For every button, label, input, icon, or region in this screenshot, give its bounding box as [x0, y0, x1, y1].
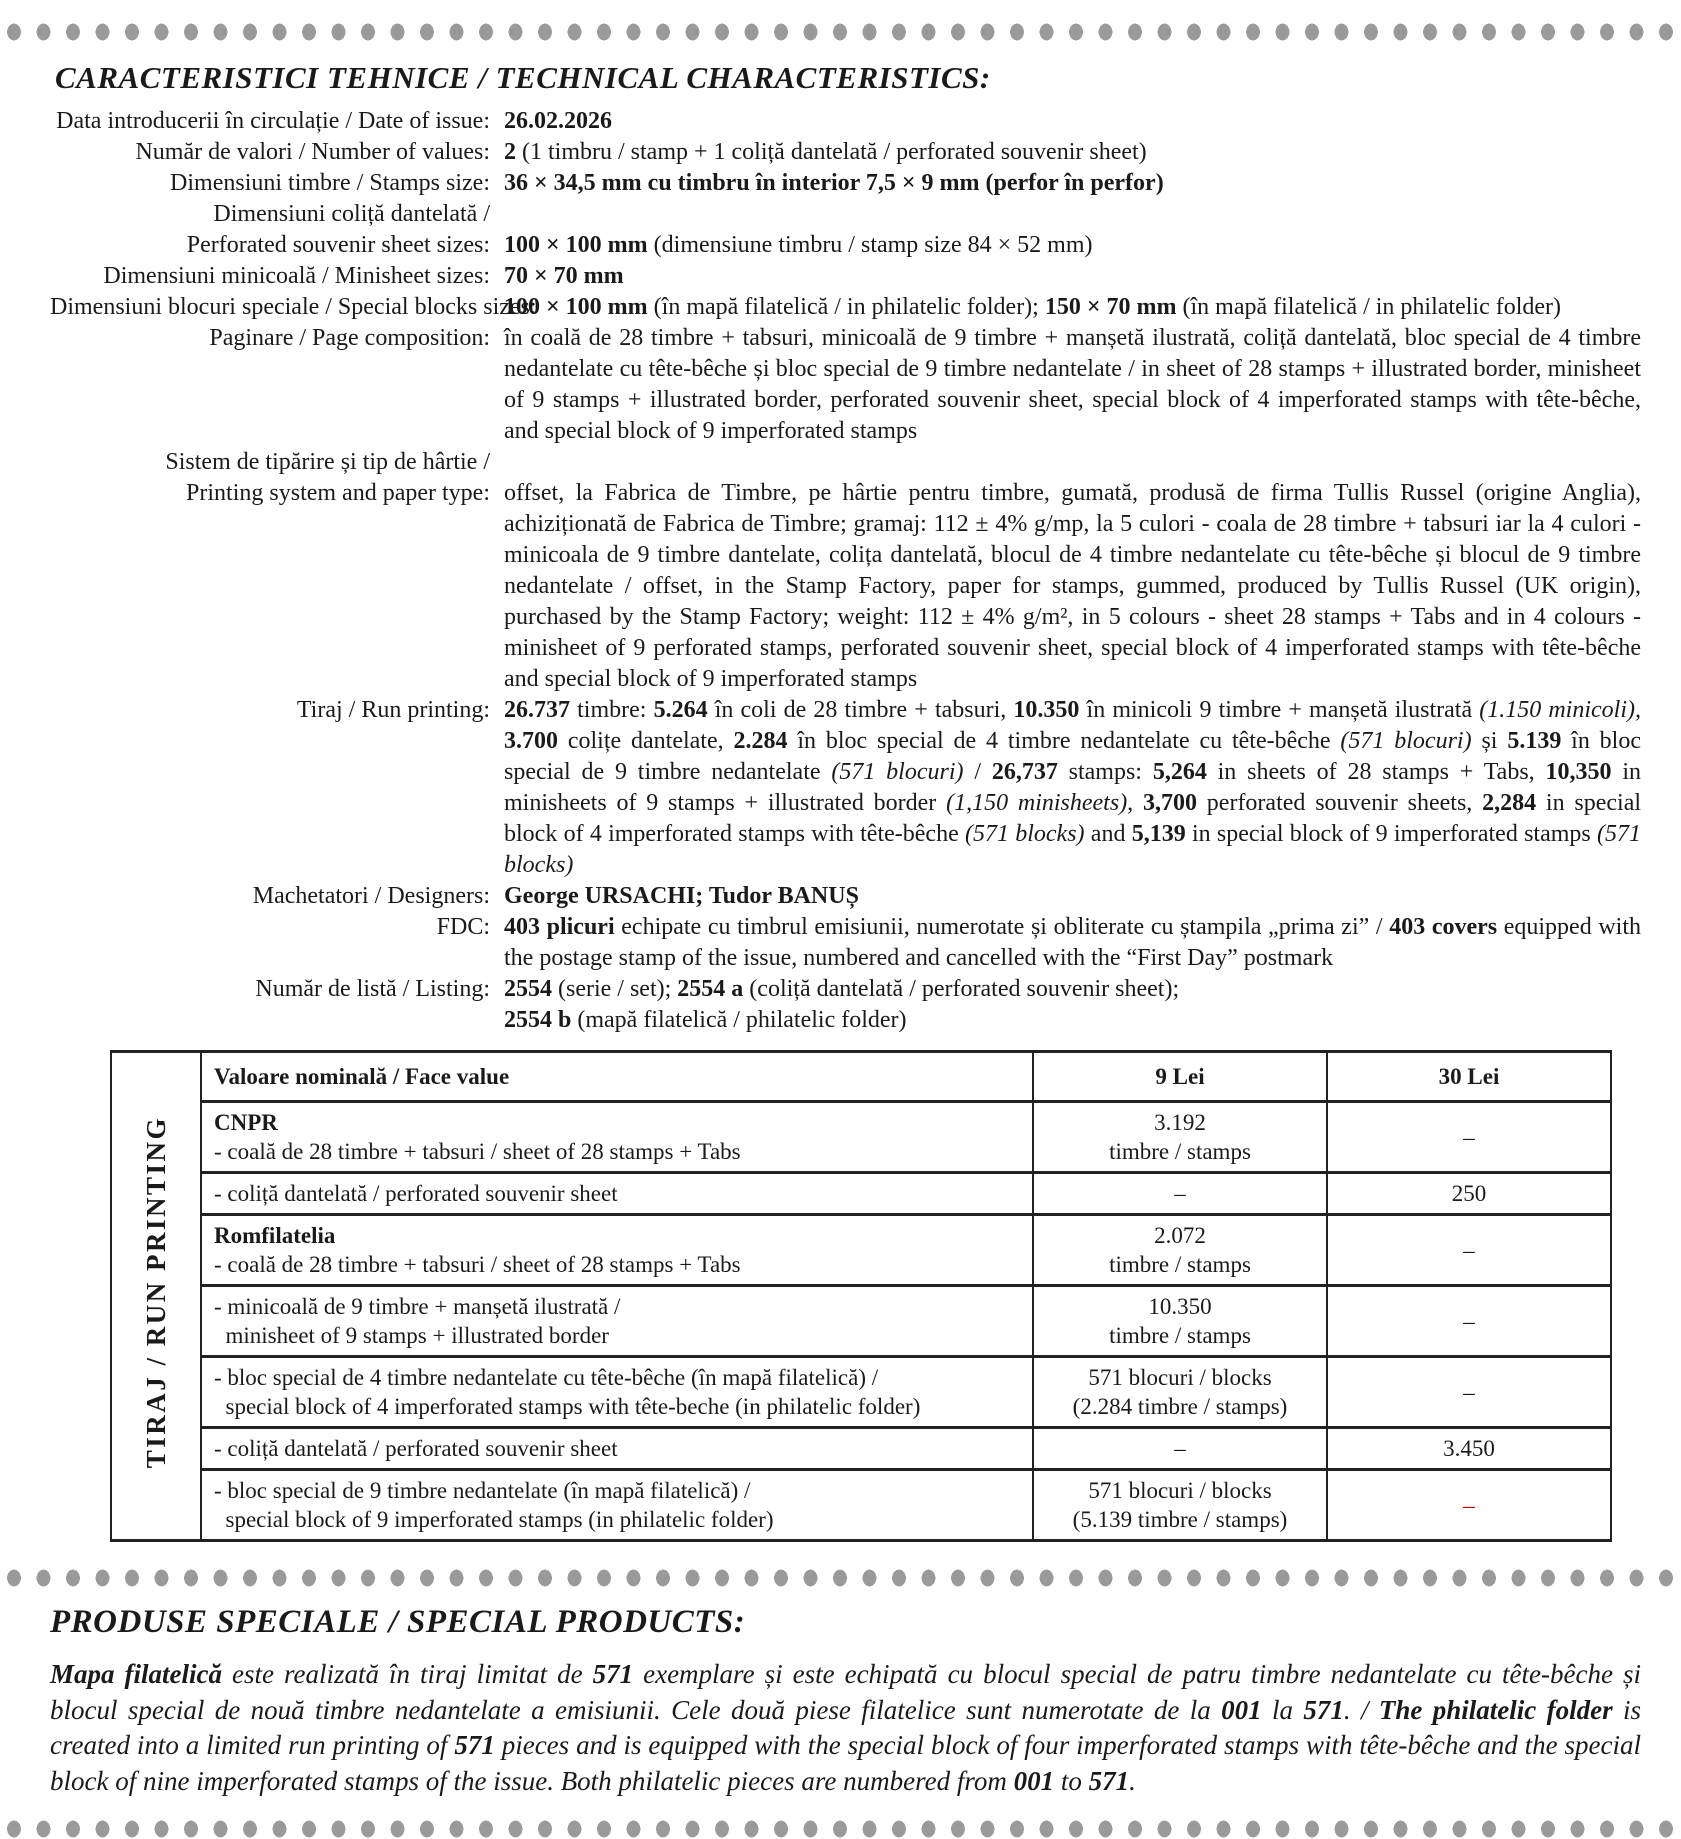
- text-run: special block of 9 imperforated stamps (in philatelic folder): [214, 1507, 774, 1532]
- column-header-30-lei: 30 Lei: [1327, 1052, 1611, 1102]
- text-run: în bloc special de 4 timbre nedantelate cu tête-bêche: [787, 728, 1341, 754]
- field-row: [50, 974, 1639, 1036]
- text-run: CNPR: [214, 1110, 278, 1135]
- text-run: 2,284: [1482, 790, 1537, 816]
- text-run: in special block of 9 imperforated stamps: [1185, 821, 1597, 847]
- field-value: [504, 168, 1641, 199]
- text-run: timbre:: [570, 697, 654, 723]
- text-run: 26.737: [504, 697, 570, 723]
- text-run: and: [1084, 821, 1132, 847]
- table-cell-30-lei: 3.450: [1327, 1428, 1611, 1470]
- text-run: Romfilatelia: [214, 1223, 336, 1248]
- text-run: George URSACHI; Tudor BANUȘ: [504, 883, 859, 909]
- field-row: [50, 695, 1642, 881]
- text-run: (în mapă filatelică / in philatelic folder): [1176, 294, 1562, 320]
- table-cell-description: [201, 1173, 1033, 1215]
- text-run: 26.02.2026: [504, 108, 612, 134]
- text-run: 2.284: [733, 728, 788, 754]
- field-row: [50, 168, 1639, 199]
- text-run: - minicoală de 9 timbre + manșetă ilustrată /: [214, 1294, 621, 1319]
- text-run: perforated souvenir sheets,: [1197, 790, 1483, 816]
- field-value: [504, 695, 1641, 881]
- table-row: [111, 1470, 1611, 1541]
- text-run: 150 × 70 mm: [1044, 294, 1177, 320]
- perforation-border-middle: [0, 1568, 1681, 1588]
- table-cell-description: [201, 1286, 1033, 1357]
- text-run: - bloc special de 9 timbre nedantelate (în mapă filatelică) /: [214, 1478, 751, 1503]
- text-run: - coliță dantelată / perforated souvenir sheet: [214, 1181, 618, 1206]
- text-run: Mapa filatelică: [50, 1659, 222, 1689]
- text-run: /: [963, 759, 992, 785]
- table-cell-30-lei: –: [1327, 1286, 1611, 1357]
- text-run: în bloc special de 9 timbre nedantelate: [504, 728, 1642, 785]
- text-run: 403 plicuri: [504, 914, 615, 940]
- text-run: [1133, 790, 1143, 816]
- table-cell-description: [201, 1428, 1033, 1470]
- field-row: [50, 292, 1639, 323]
- text-run: 10,350: [1545, 759, 1612, 785]
- text-run: echipate cu timbrul emisiunii, numerotate și obliterate cu ștampila „prima zi” /: [614, 914, 1390, 940]
- technical-sheet-page: [0, 22, 1681, 1839]
- table-side-label-cell: [111, 1052, 201, 1541]
- table-cell-30-lei: –: [1327, 1357, 1611, 1428]
- text-run: 5,139: [1131, 821, 1186, 847]
- text-run: 70 × 70 mm: [504, 263, 624, 289]
- field-value: [504, 881, 1641, 912]
- table-cell-description: [201, 1102, 1033, 1173]
- text-run: 3,700: [1143, 790, 1197, 816]
- perforation-border-bottom: [0, 1819, 1681, 1839]
- text-run: (în mapă filatelică / in philatelic folder);: [647, 294, 1045, 320]
- perforation-border-top: [0, 22, 1681, 42]
- text-run: în minicoli 9 timbre + manșetă ilustrată: [1079, 697, 1480, 723]
- text-run: - coală de 28 timbre + tabsuri / sheet of 28 stamps + Tabs: [214, 1139, 741, 1164]
- table-row: [111, 1215, 1611, 1286]
- text-run: stamps:: [1057, 759, 1153, 785]
- field-value: [504, 912, 1641, 974]
- text-run: in special block of 4 imperforated stamps with tête-bêche: [504, 790, 1642, 847]
- table-cell-9-lei: –: [1033, 1428, 1327, 1470]
- text-run: .: [1129, 1765, 1136, 1796]
- field-label: FDC:: [436, 914, 490, 940]
- field-row: [50, 261, 1639, 292]
- field-label: Perforated souvenir sheet sizes:: [186, 232, 490, 258]
- table-row: [111, 1357, 1611, 1428]
- text-run: 2: [504, 139, 516, 165]
- text-run: în coală de 28 timbre + tabsuri, minicoală de 9 timbre + manșetă ilustrată, coliță dantelată, bloc special de 4 timbre nedantelate cu tête-bêche și bloc special de 9 timbre nedantelate / in sheet of 28 stamps + illustrated border, minisheet of 9 stamps + illustrated border, perforated souvenir sheet, special block of 4 imperforated stamps with tête-bêche, and special block of 9 imperforated stamps: [504, 325, 1641, 444]
- text-run: 26,737: [991, 759, 1058, 785]
- field-row: [50, 199, 1639, 230]
- text-run: offset, la Fabrica de Timbre, pe hârtie pentru timbre, gumată, produsă de firma Tullis Russel (origine Anglia), achiziționată de Fabrica de Timbre; gramaj: 112 ± 4% g/mp, la 5 culori - coala de 28 timbre + tabsuri iar la 4 culori - minicoala de 9 timbre dantelate, colița dantelată, blocul de 4 timbre nedantelate cu tête-bêche și blocul de 9 timbre nedantelate / offset, in the Stamp Factory, paper for stamps, gummed, produced by Tullis Russel (UK origin), purchased by the Stamp Factory; weight: 112 ± 4% g/m², in 5 colours - sheet 28 stamps + Tabs and in 4 colours - minisheet of 9 perforated stamps, perforated souvenir sheet, special block of 4 imperforated stamps with tête-bêche and special block of 9 imperforated stamps: [504, 480, 1641, 692]
- field-label: Număr de valori / Number of values:: [135, 139, 490, 165]
- special-products-paragraph: [50, 1657, 1641, 1799]
- text-run: equipped with the postage stamp of the issue, numbered and cancelled with the “First Day” postmark: [504, 914, 1641, 971]
- text-run: The philatelic folder: [1378, 1694, 1613, 1725]
- field-label: Dimensiuni timbre / Stamps size:: [170, 170, 490, 196]
- field-label: Dimensiuni minicoală / Minisheet sizes:: [103, 263, 490, 289]
- table-cell-description: [201, 1215, 1033, 1286]
- special-products-title: PRODUSE SPECIALE / SPECIAL PRODUCTS:: [50, 1604, 746, 1640]
- field-label: Paginare / Page composition:: [209, 325, 490, 351]
- text-run: special block of 4 imperforated stamps with tête-beche (in philatelic folder): [214, 1394, 921, 1419]
- table-cell-description: [201, 1357, 1033, 1428]
- field-value: [504, 974, 1641, 1036]
- text-run: 5,264: [1152, 759, 1207, 785]
- text-run: 2554 a: [677, 976, 744, 1002]
- field-label: Printing system and paper type:: [186, 480, 490, 506]
- table-row: [111, 1286, 1611, 1357]
- text-run: pieces and is equipped with the special block of four imperforated stamps with tête-bêche and the special block of nine imperforated stamps of the issue. Both philatelic pieces are numbered from: [50, 1730, 1641, 1796]
- field-value: [504, 199, 1641, 230]
- column-header-face-value: Valoare nominală / Face value: [201, 1052, 1033, 1102]
- text-run: (1,150 minisheets),: [946, 790, 1134, 816]
- text-run: 100 × 100 mm: [504, 232, 648, 258]
- field-row: [50, 912, 1639, 974]
- text-run: și: [1471, 728, 1508, 754]
- text-run: 100 × 100 mm: [504, 294, 648, 320]
- field-row: [50, 447, 1639, 478]
- text-run: 571: [454, 1730, 495, 1760]
- technical-fields-list: [50, 106, 1642, 1036]
- text-run: (571 blocuri): [1340, 728, 1472, 754]
- text-run: 571: [1303, 1694, 1344, 1725]
- field-value: [504, 137, 1641, 168]
- text-run: (mapă filatelică / philatelic folder): [571, 1007, 907, 1033]
- text-run: . /: [1343, 1694, 1379, 1725]
- run-printing-table: [110, 1050, 1612, 1542]
- text-run: minisheet of 9 stamps + illustrated border: [214, 1323, 609, 1348]
- field-value: [504, 292, 1641, 323]
- field-row: [50, 478, 1639, 695]
- text-run: 403 covers: [1389, 914, 1498, 940]
- table-row: [111, 1173, 1611, 1215]
- table-cell-9-lei: 3.192 timbre / stamps: [1033, 1102, 1327, 1173]
- field-value: [504, 478, 1641, 695]
- text-run: (serie / set);: [552, 976, 678, 1002]
- field-label: Tiraj / Run printing:: [296, 697, 490, 723]
- table-cell-9-lei: 10.350 timbre / stamps: [1033, 1286, 1327, 1357]
- text-run: 10.350: [1013, 697, 1080, 723]
- table-cell-description: [201, 1470, 1033, 1541]
- text-run: 001: [1013, 1765, 1055, 1796]
- text-run: 5.264: [653, 697, 708, 723]
- table-cell-30-lei: –: [1327, 1215, 1611, 1286]
- field-value: [504, 106, 1641, 137]
- text-run: (1 timbru / stamp + 1 coliță dantelată / perforated souvenir sheet): [516, 139, 1147, 165]
- text-run: is created into a limited run printing of: [50, 1694, 1641, 1760]
- text-run: (571 blocks): [504, 821, 1641, 878]
- text-run: in sheets of 28 stamps + Tabs,: [1206, 759, 1546, 785]
- table-header-row: [111, 1052, 1611, 1102]
- text-run: 001: [1221, 1694, 1262, 1725]
- table-cell-9-lei: –: [1033, 1173, 1327, 1215]
- field-row: [50, 230, 1639, 261]
- text-run: - bloc special de 4 timbre nedantelate cu tête-bêche (în mapă filatelică) /: [214, 1365, 879, 1390]
- field-row: [50, 137, 1639, 168]
- text-run: in minisheets of 9 stamps + illustrated border: [504, 759, 1641, 816]
- text-run: colițe dantelate,: [558, 728, 734, 754]
- text-run: în coli de 28 timbre + tabsuri,: [707, 697, 1014, 723]
- text-run: 2554: [504, 976, 552, 1002]
- field-label: Machetatori / Designers:: [252, 883, 490, 909]
- field-label: Număr de listă / Listing:: [255, 976, 490, 1002]
- text-run: to: [1054, 1765, 1089, 1796]
- text-run: (1.150 minicoli),: [1479, 697, 1642, 723]
- text-run: este realizată în tiraj limitat de: [222, 1659, 593, 1689]
- text-run: - coală de 28 timbre + tabsuri / sheet of 28 stamps + Tabs: [214, 1252, 741, 1277]
- text-run: exemplare și este echipată cu blocul special de patru timbre nedantelate cu tête-bêche și blocul special de nouă timbre nedantelate a emisiunii. Cele două piese filatelice sunt numerotate de la: [50, 1659, 1641, 1725]
- table-cell-9-lei: 2.072 timbre / stamps: [1033, 1215, 1327, 1286]
- text-run: - coliță dantelată / perforated souvenir sheet: [214, 1436, 618, 1461]
- table-side-label: TIRAJ / RUN PRINTING: [140, 1116, 171, 1469]
- table-cell-9-lei: 571 blocuri / blocks (2.284 timbre / stamps): [1033, 1357, 1327, 1428]
- table-cell-30-lei: –: [1327, 1102, 1611, 1173]
- text-run: 3.700: [504, 728, 558, 754]
- text-run: (dimensiune timbru / stamp size 84 × 52 mm): [647, 232, 1093, 258]
- field-label: Sistem de tipărire și tip de hârtie /: [165, 449, 490, 475]
- field-row: [50, 106, 1639, 137]
- table-cell-30-lei: 250: [1327, 1173, 1611, 1215]
- field-label: Dimensiuni blocuri speciale / Special blocks sizes:: [50, 294, 537, 320]
- field-label: Dimensiuni coliță dantelată /: [213, 201, 490, 227]
- text-run: 5.139: [1507, 728, 1562, 754]
- field-value: [504, 261, 1641, 292]
- text-run: 36 × 34,5 mm cu timbru în interior 7,5 × 9 mm (perfor în perfor): [504, 170, 1164, 196]
- page-title: CARACTERISTICI TEHNICE / TECHNICAL CHARACTERISTICS:: [55, 60, 991, 95]
- text-run: (571 blocuri): [831, 759, 964, 785]
- text-run: 2554 b: [504, 1007, 572, 1033]
- text-run: 571: [592, 1659, 634, 1689]
- text-run: (coliță dantelată / perforated souvenir sheet);: [743, 976, 1180, 1002]
- field-value: [504, 447, 1641, 478]
- table-row: [111, 1428, 1611, 1470]
- text-run: 571: [1088, 1765, 1130, 1796]
- field-value: [504, 230, 1641, 261]
- column-header-9-lei: 9 Lei: [1033, 1052, 1327, 1102]
- table-row: [111, 1102, 1611, 1173]
- field-value: [504, 323, 1641, 447]
- text-run: (571 blocks): [964, 821, 1085, 847]
- field-label: Data introducerii în circulație / Date of issue:: [56, 108, 490, 134]
- field-row: [50, 881, 1639, 912]
- field-row: [50, 323, 1639, 447]
- table-cell-30-lei: –: [1327, 1470, 1611, 1541]
- table-cell-9-lei: 571 blocuri / blocks (5.139 timbre / stamps): [1033, 1470, 1327, 1541]
- text-run: la: [1261, 1694, 1304, 1725]
